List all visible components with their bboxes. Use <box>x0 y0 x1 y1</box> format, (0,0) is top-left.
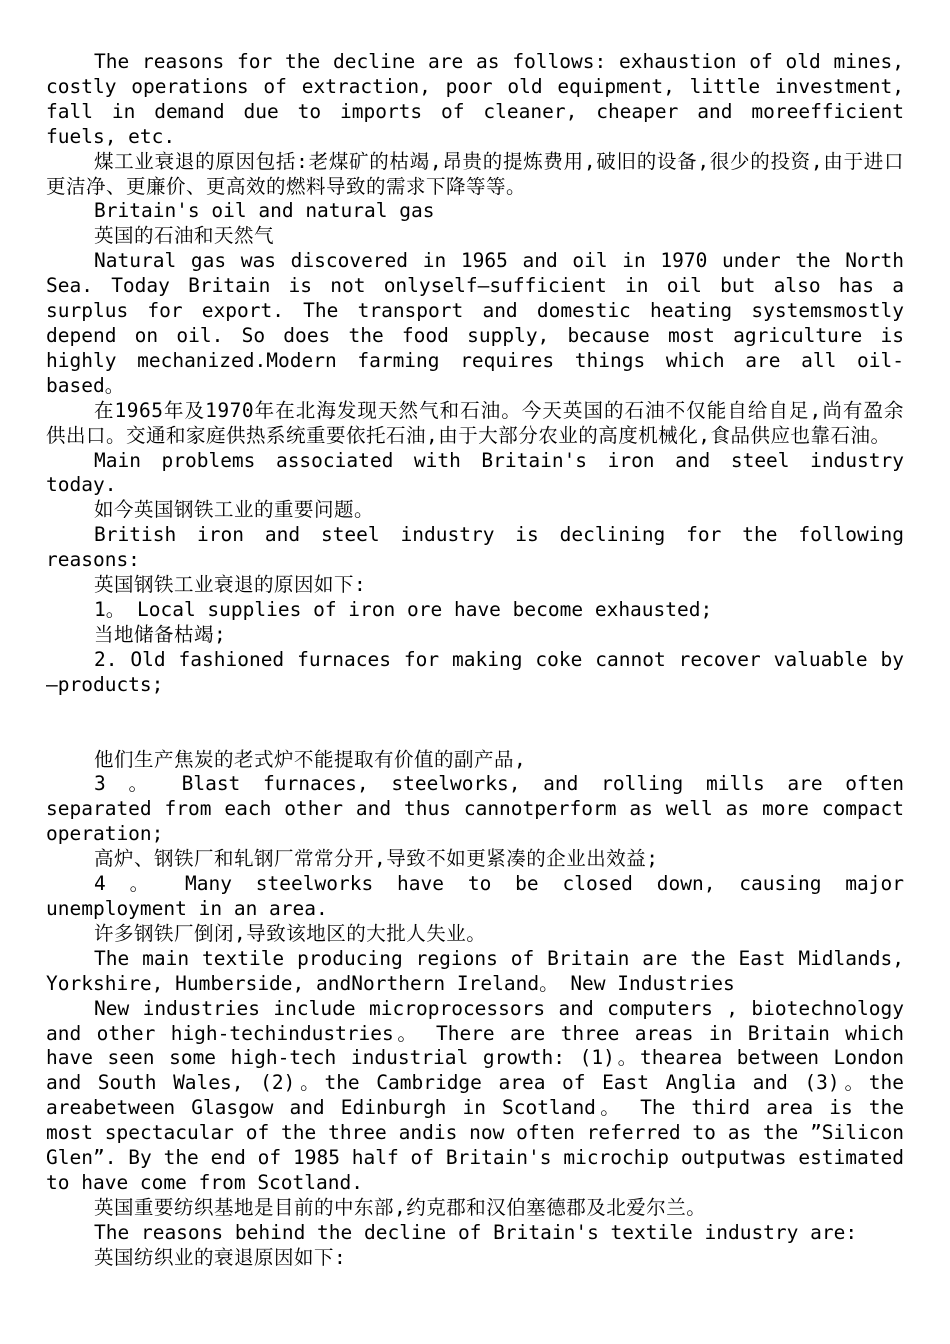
paragraph-iron-steel-decline: British iron and steel industry is declining for the following reasons: <box>46 523 904 572</box>
paragraph-iron-steel-decline-zh: 英国钢铁工业衰退的原因如下: <box>94 573 367 597</box>
document-page <box>46 50 904 1271</box>
heading-oil-gas-zh: 英国的石油和天然气 <box>94 224 275 248</box>
paragraph-textile-regions-zh: 英国重要纺织基地是目前的中东部,约克郡和汉伯塞德郡及北爱尔兰。 <box>94 1195 707 1219</box>
list-item-1: 1。 Local supplies of iron ore have become exhausted; <box>94 597 713 621</box>
page-gap <box>46 698 904 748</box>
paragraph-oil-gas-zh: 在1965年及1970年在北海发现天然气和石油。今天英国的石油不仅能自给自足,尚有盈余供出口。交通和家庭供热系统重要依托石油,由于大部分农业的高度机械化,食品供应也靠石油。 <box>46 398 904 447</box>
paragraph-oil-gas: Natural gas was discovered in 1965 and oil in 1970 under the North Sea. Today Britain is not onlyself—sufficient in oil but also has a surplus for export. The transport and domestic heating systemsmostly depend on oil. So does the food supply, because most agriculture is highly mechanized.Modern farming requires things which are all oil-based。 <box>46 249 904 397</box>
list-item-3: 3 。 Blast furnaces, steelworks, and rolling mills are often separated from each other and thus cannotperform as well as more compact operation; <box>46 772 904 846</box>
list-item-4-zh: 许多钢铁厂倒闭,导致该地区的大批人失业。 <box>94 921 487 945</box>
list-item-2-zh: 他们生产焦炭的老式炉不能提取有价值的副产品, <box>94 747 527 771</box>
list-item-4: 4 。 Many steelworks have to be closed down, causing major unemployment in an area. <box>46 872 904 920</box>
list-item-3-zh: 高炉、钢铁厂和轧钢厂常常分开,导致不如更紧凑的企业出效益; <box>94 847 659 871</box>
heading-iron-steel-problems: Main problems associated with Britain's iron and steel industry today. <box>46 448 904 497</box>
heading-iron-steel-problems-zh: 如今英国钢铁工业的重要问题。 <box>94 498 375 522</box>
heading-oil-gas: Britain's oil and natural gas <box>94 199 435 223</box>
paragraph-coal-decline-reasons: The reasons for the decline are as follows: exhaustion of old mines, costly operations of extraction, poor old equipment, little investment, fall in demand due to imports of cleaner, cheaper and moreefficient fuels, etc. <box>46 50 904 148</box>
paragraph-textile-regions: The main textile producing regions of Britain are the East Midlands, Yorkshire, Humberside, andNorthern Ireland。 New Industries <box>46 946 904 995</box>
paragraph-new-industries: New industries include microprocessors and computers , biotechnology and other high-techindustries。 There are three areas in Britain which have seen some high-tech industrial growth: (1)。thearea between London and South Wales, (2)。the Cambridge area of East Anglia and (3)。the areabetween Glasgow and Edinburgh in Scotland。 The third area is the most spectacular of the three andis now often referred to as the ”Silicon Glen”. By the end of 1985 half of Britain's microchip outputwas estimated to have come from Scotland. <box>46 996 904 1194</box>
paragraph-coal-decline-reasons-zh: 煤工业衰退的原因包括:老煤矿的枯竭,昂贵的提炼费用,破旧的设备,很少的投资,由于进口更洁净、更廉价、更高效的燃料导致的需求下降等等。 <box>46 149 904 198</box>
heading-textile-decline-zh: 英国纺织业的衰退原因如下: <box>94 1245 347 1269</box>
list-item-1-zh: 当地储备枯竭; <box>94 622 227 646</box>
list-item-2: 2. Old fashioned furnaces for making coke cannot recover valuable by—products; <box>46 647 904 696</box>
heading-textile-decline: The reasons behind the decline of Britain's textile industry are: <box>94 1220 858 1244</box>
